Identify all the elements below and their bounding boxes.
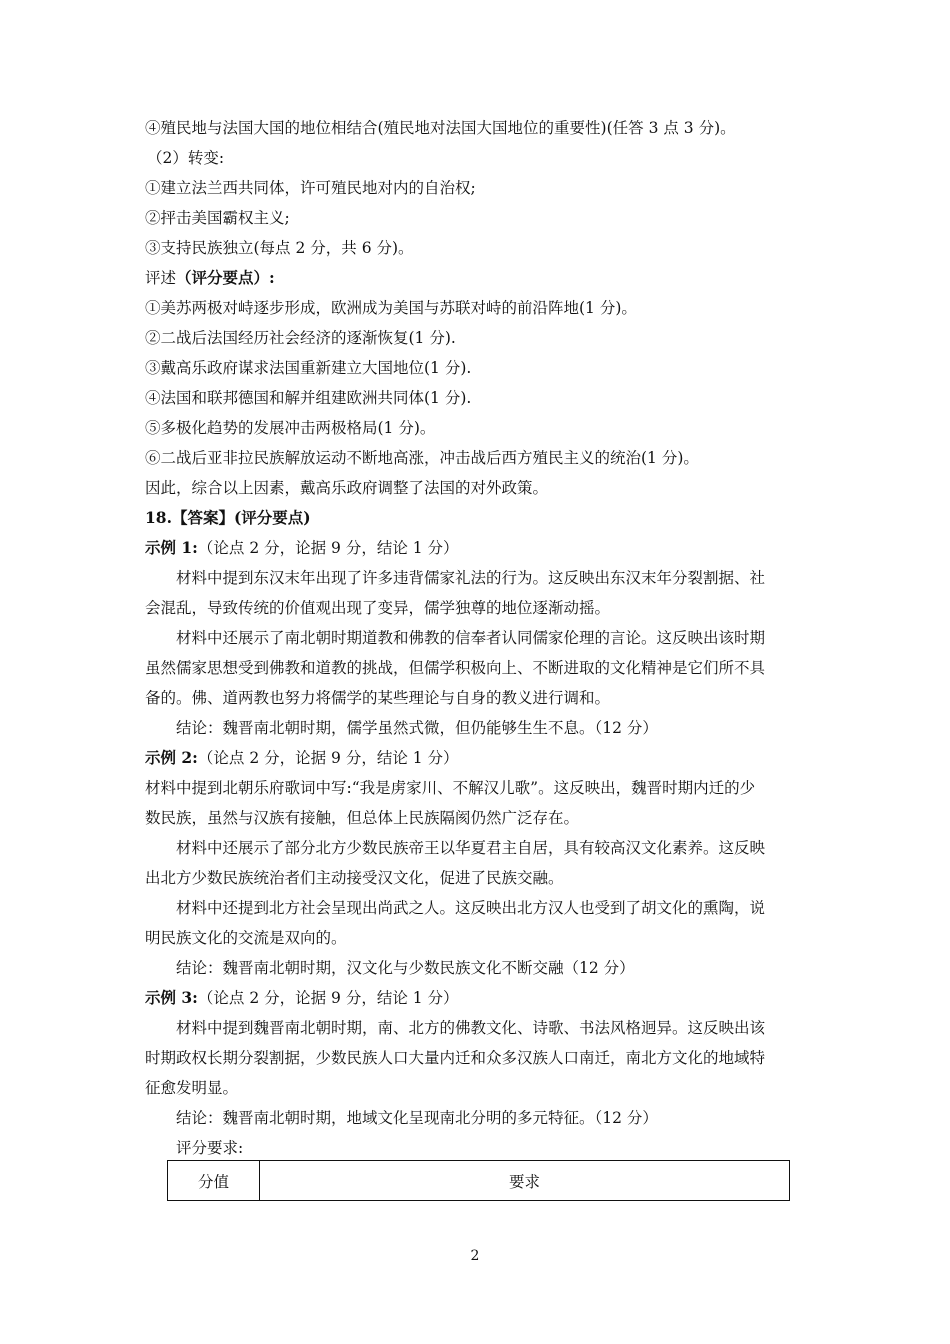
question-heading: 18.【答案】(评分要点) — [145, 508, 311, 527]
scoring-table — [167, 1160, 790, 1201]
text-line: 材料中提到东汉末年出现了许多违背儒家礼法的行为。这反映出东汉末年分裂割据、社 — [176, 569, 766, 587]
page-number: 2 — [470, 1248, 480, 1264]
text-line: 备的。佛、道两教也努力将儒学的某些理论与自身的教义进行调和。 — [145, 689, 611, 707]
text-line: ④法国和联邦德国和解并组建欧洲共同体(1 分). — [145, 389, 472, 407]
text-span: （论点 2 分，论据 9 分，结论 1 分） — [197, 539, 459, 557]
text-line — [145, 748, 459, 768]
text-line: ④殖民地与法国大国的地位相结合(殖民地对法国大国地位的重要性)(任答 3 点 3 分)。 — [145, 119, 736, 137]
text-line: ①美苏两极对峙逐步形成，欧洲成为美国与苏联对峙的前沿阵地(1 分)。 — [145, 299, 637, 317]
text-line: 虽然儒家思想受到佛教和道教的挑战，但儒学积极向上、不断进取的文化精神是它们所不具 — [145, 659, 766, 677]
text-line: 因此，综合以上因素，戴高乐政府调整了法国的对外政策。 — [145, 479, 549, 497]
text-span: 评述 — [145, 269, 177, 287]
example-label: 示例 3: — [145, 988, 198, 1007]
text-line: （2）转变: — [147, 149, 225, 167]
table-header-requirement: 要求 — [260, 1161, 790, 1201]
text-line: 材料中提到北朝乐府歌词中写:“我是虏家川、不解汉儿歌”。这反映出，魏晋时期内迁的少 — [145, 779, 756, 797]
text-line: ⑤多极化趋势的发展冲击两极格局(1 分)。 — [145, 419, 436, 437]
text-line: 结论：魏晋南北朝时期，儒学虽然式微，但仍能够生生不息。（12 分） — [176, 719, 658, 737]
text-span: （论点 2 分，论据 9 分，结论 1 分） — [197, 989, 459, 1007]
text-line: ②二战后法国经历社会经济的逐渐恢复(1 分). — [145, 329, 456, 347]
text-line — [145, 538, 459, 558]
text-line: 材料中还展示了南北朝时期道教和佛教的信奉者认同儒家伦理的言论。这反映出该时期 — [176, 629, 766, 647]
text-line: 材料中还展示了部分北方少数民族帝王以华夏君主自居，具有较高汉文化素养。这反映 — [176, 839, 766, 857]
text-line: 结论：魏晋南北朝时期，地域文化呈现南北分明的多元特征。（12 分） — [176, 1109, 658, 1127]
table-header-row — [168, 1161, 790, 1201]
text-line: 征愈发明显。 — [145, 1079, 239, 1097]
text-line: 时期政权长期分裂割据，少数民族人口大量内迁和众多汉族人口南迁，南北方文化的地域特 — [145, 1049, 766, 1067]
text-line: ③戴高乐政府谋求法国重新建立大国地位(1 分). — [145, 359, 472, 377]
text-line: 出北方少数民族统治者们主动接受汉文化，促进了民族交融。 — [145, 869, 564, 887]
text-line: 数民族，虽然与汉族有接触，但总体上民族隔阂仍然广泛存在。 — [145, 809, 580, 827]
text-line: 材料中还提到北方社会呈现出尚武之人。这反映出北方汉人也受到了胡文化的熏陶，说 — [176, 899, 766, 917]
text-line: ⑥二战后亚非拉民族解放运动不断地高涨，冲击战后西方殖民主义的统治(1 分)。 — [145, 449, 699, 467]
text-line — [145, 988, 459, 1008]
text-line: 会混乱，导致传统的价值观出现了变异，儒学独尊的地位逐渐动摇。 — [145, 599, 611, 617]
text-line — [145, 268, 275, 288]
text-line: 评分要求: — [176, 1139, 244, 1157]
text-line: 结论：魏晋南北朝时期，汉文化与少数民族文化不断交融（12 分） — [176, 959, 635, 977]
example-label: 示例 1: — [145, 538, 198, 557]
text-line: ①建立法兰西共同体，许可殖民地对内的自治权; — [145, 179, 476, 197]
table-header-score: 分值 — [168, 1161, 260, 1201]
text-line: 材料中提到魏晋南北朝时期，南、北方的佛教文化、诗歌、书法风格迥异。这反映出该 — [176, 1019, 766, 1037]
text-line: 明民族文化的交流是双向的。 — [145, 929, 347, 947]
text-span-bold: （评分要点）: — [176, 268, 275, 287]
text-line: ②抨击美国霸权主义; — [145, 209, 290, 227]
text-line: ③支持民族独立(每点 2 分，共 6 分)。 — [145, 239, 414, 257]
example-label: 示例 2: — [145, 748, 198, 767]
text-span: （论点 2 分，论据 9 分，结论 1 分） — [197, 749, 459, 767]
